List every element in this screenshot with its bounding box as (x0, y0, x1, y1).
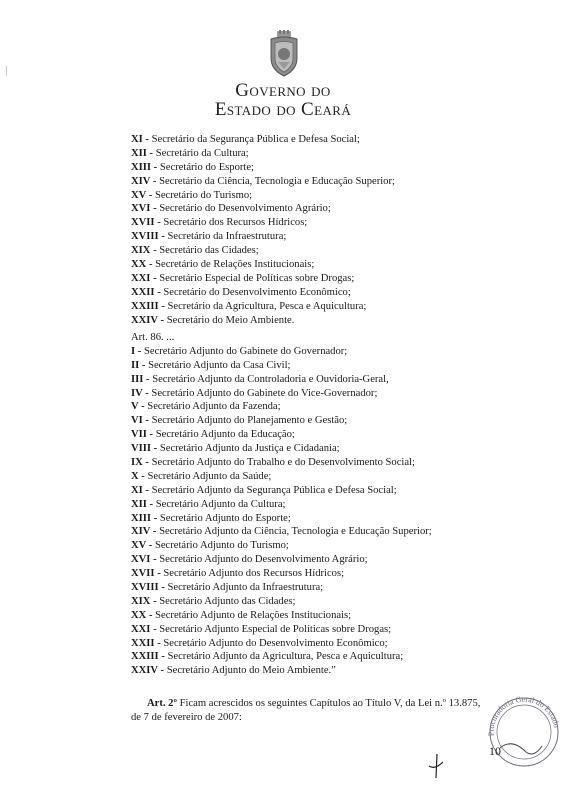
adjunct-secretary-item-text: Secretário Adjunto da Segurança Pública e Defesa Social; (151, 484, 397, 496)
adjunct-secretary-item (131, 581, 432, 595)
secretary-item-number: XI - (131, 134, 149, 145)
adjunct-secretary-item (131, 428, 432, 442)
adjunct-secretary-item-text: Secretário Adjunto dos Recursos Hídricos; (163, 568, 345, 580)
adjunct-secretary-item-text: Secretário Adjunto do Turismo; (154, 540, 289, 552)
secretary-item (131, 314, 395, 328)
adjunct-secretary-item-number: XVII - (131, 568, 161, 580)
secretary-item-text: Secretário dos Recursos Hídricos; (163, 217, 308, 229)
adjunct-secretary-item (131, 637, 432, 651)
adjunct-secretary-item (131, 609, 432, 623)
adjunct-secretary-item-number: XVIII - (131, 582, 165, 594)
adjunct-secretary-item-number: XIX - (131, 595, 157, 607)
secretaries-list (131, 133, 395, 327)
secretary-item-text: Secretário da Cultura; (155, 147, 249, 159)
adjunct-secretary-item-number: XXII - (131, 637, 161, 649)
secretary-item (131, 133, 395, 147)
adjunct-secretary-item-number: XIV - (131, 526, 157, 538)
adjunct-secretary-item (131, 387, 432, 401)
adjunct-secretary-item-number: II - (131, 359, 146, 371)
adjunct-secretary-item (131, 650, 432, 664)
adjunct-secretary-item-text: Secretário Adjunto da Cultura; (155, 498, 286, 510)
adjunct-secretary-item-number: I - (131, 345, 142, 357)
secretary-item (131, 175, 395, 189)
adjunct-secretary-item (131, 456, 432, 470)
secretary-item-number: XXI - (131, 272, 157, 284)
secretary-item-text: Secretário do Turismo; (154, 189, 253, 201)
secretary-item (131, 216, 395, 230)
adjunct-secretary-item-text: Secretário Adjunto da Controladoria e Ouvidoria-Geral, (152, 373, 389, 385)
adjunct-secretary-item (131, 595, 432, 609)
adjunct-secretary-item-number: V - (131, 401, 145, 413)
secretary-item-text: Secretário das Cidades; (159, 245, 259, 257)
adjunct-secretary-item-text: Secretário Adjunto da Fazenda; (147, 401, 281, 413)
adjunct-secretary-item-text: Secretário Adjunto do Planejamento e Gestão; (151, 415, 348, 427)
secretary-item-number: XXIV - (131, 314, 165, 326)
adjunct-secretary-item-text: Secretário Adjunto do Desenvolvimento Agrário; (159, 554, 368, 566)
adjunct-secretary-item-number: XII - (131, 498, 154, 510)
adjunct-secretary-item (131, 414, 432, 428)
secretary-item-text: Secretário do Meio Ambiente. (166, 314, 295, 326)
secretary-item-number: XIX - (131, 245, 157, 257)
scan-artifact (6, 66, 13, 76)
secretary-item-number: XVIII - (131, 231, 165, 243)
secretary-item-text: Secretário Especial de Políticas sobre Drogas; (159, 272, 355, 284)
secretary-item (131, 189, 395, 203)
adjunct-secretary-item-text: Secretário Adjunto das Cidades; (159, 595, 296, 607)
article-2-text-1: Ficam acrescidos os seguintes Capítulos ao Título V, da Lei n.º 13.875, (179, 698, 481, 709)
adjunct-secretary-item-text: Secretário Adjunto do Gabinete do Governador; (143, 345, 348, 357)
adjunct-secretary-item-text: Secretário Adjunto do Desenvolvimento Econômico; (163, 637, 388, 649)
adjunct-secretary-item-number: XVI - (131, 554, 157, 566)
secretary-item (131, 161, 395, 175)
adjunct-secretary-item-number: IV - (131, 387, 149, 399)
adjunct-secretary-item-text: Secretário Adjunto da Saúde; (147, 470, 272, 482)
adjunct-secretary-item-number: XXIV - (131, 665, 165, 677)
secretary-item-text: Secretário do Desenvolvimento Econômico; (163, 286, 351, 298)
adjunct-secretary-item-text: Secretário Adjunto Especial de Políticas sobre Drogas; (159, 623, 392, 635)
secretary-item (131, 147, 395, 161)
adjunct-secretary-item (131, 345, 432, 359)
adjunct-secretary-item-number: XI - (131, 484, 149, 496)
secretary-item-number: XXII - (131, 286, 161, 298)
stamp-text: Procuradoria Geral do Estado (486, 694, 561, 737)
adjunct-secretary-item-number: XXI - (131, 623, 157, 635)
adjunct-secretaries-list (131, 331, 432, 678)
adjunct-secretary-item-text: Secretário Adjunto da Casa Civil; (148, 359, 291, 371)
svg-text:Procuradoria Geral do Estado (487, 695, 561, 737)
secretary-item-number: XX - (131, 259, 153, 271)
article-2-line-2: de 7 de fevereiro de 2007: (131, 712, 242, 723)
adjunct-secretary-item (131, 553, 432, 567)
secretary-item (131, 258, 395, 272)
article-2-label: Art. 2º (147, 698, 177, 709)
adjunct-secretary-item (131, 470, 432, 484)
adjunct-secretary-item-number: XIII - (131, 512, 158, 524)
secretary-item-text: Secretário da Agricultura, Pesca e Aquicultura; (167, 300, 367, 312)
secretary-item-number: XIV - (131, 175, 157, 187)
adjunct-secretary-item (131, 373, 432, 387)
adjunct-secretary-item-text: Secretário Adjunto do Trabalho e do Desenvolvimento Social; (151, 457, 415, 469)
adjunct-secretary-item-number: XV - (131, 540, 153, 552)
adjunct-secretary-item (131, 442, 432, 456)
adjunct-secretary-item (131, 567, 432, 581)
secretary-item (131, 300, 395, 314)
secretary-item (131, 286, 395, 300)
article-2-line-1 (147, 697, 480, 711)
adjunct-secretary-item-text: Secretário Adjunto da Ciência, Tecnologia e Educação Superior; (159, 526, 432, 538)
secretary-item (131, 202, 395, 216)
handwritten-initial-signature (421, 752, 451, 780)
adjunct-secretary-item-text: Secretário Adjunto do Gabinete do Vice-Governador; (151, 387, 378, 399)
adjunct-secretary-item-number: XX - (131, 609, 153, 621)
secretary-item (131, 230, 395, 244)
adjunct-secretary-item-number: VII - (131, 429, 154, 441)
article-86-heading: Art. 86. ... (131, 332, 175, 343)
adjunct-secretary-item-number: III - (131, 373, 150, 385)
page-number: 10 (489, 744, 501, 758)
adjunct-secretary-item-text: Secretário Adjunto do Meio Ambiente.” (166, 665, 336, 677)
adjunct-secretary-item-number: VI - (131, 415, 149, 427)
secretary-item-text: Secretário da Ciência, Tecnologia e Educação Superior; (159, 175, 395, 187)
header-line-2: Estado do Ceará (214, 99, 352, 120)
adjunct-secretary-item-text: Secretário Adjunto da Justiça e Cidadania; (159, 443, 340, 455)
secretary-item-number: XXIII - (131, 300, 165, 312)
secretary-item-text: Secretário da Segurança Pública e Defesa Social; (151, 134, 360, 145)
adjunct-secretary-item-text: Secretário Adjunto de Relações Institucionais; (155, 609, 352, 621)
adjunct-secretary-item-number: IX - (131, 457, 149, 469)
adjunct-secretary-item (131, 359, 432, 373)
adjunct-secretary-item-text: Secretário Adjunto da Agricultura, Pesca e Aquicultura; (167, 651, 404, 663)
adjunct-secretary-item (131, 400, 432, 414)
adjunct-secretary-item (131, 498, 432, 512)
adjunct-secretary-item-number: XXIII - (131, 651, 165, 663)
adjunct-secretary-item-text: Secretário Adjunto da Educação; (155, 429, 295, 441)
header-line-1: Governo do (235, 80, 331, 101)
adjunct-secretary-item-text: Secretário Adjunto do Esporte; (159, 512, 291, 524)
secretary-item-number: XII - (131, 147, 154, 159)
secretary-item-text: Secretário da Infraestrutura; (167, 231, 287, 243)
secretary-item-number: XIII - (131, 161, 158, 173)
adjunct-secretary-item (131, 484, 432, 498)
secretary-item-number: XV - (131, 189, 153, 201)
adjunct-secretary-item-text: Secretário Adjunto da Infraestrutura; (167, 582, 324, 594)
secretary-item-number: XVII - (131, 217, 161, 229)
secretary-item-text: Secretário de Relações Institucionais; (155, 259, 315, 271)
secretary-item-text: Secretário do Esporte; (159, 161, 254, 173)
secretary-item-number: XVI - (131, 203, 157, 215)
adjunct-secretary-item (131, 512, 432, 526)
state-coat-of-arms-icon (267, 30, 301, 78)
adjunct-secretary-item (131, 525, 432, 539)
secretary-item (131, 244, 395, 258)
adjunct-secretary-item (131, 664, 432, 678)
secretary-item-text: Secretário do Desenvolvimento Agrário; (159, 203, 331, 215)
secretary-item (131, 272, 395, 286)
adjunct-secretary-item (131, 539, 432, 553)
adjunct-secretary-item (131, 623, 432, 637)
adjunct-secretary-item-number: VIII - (131, 443, 158, 455)
adjunct-secretary-item-number: X - (131, 470, 145, 482)
